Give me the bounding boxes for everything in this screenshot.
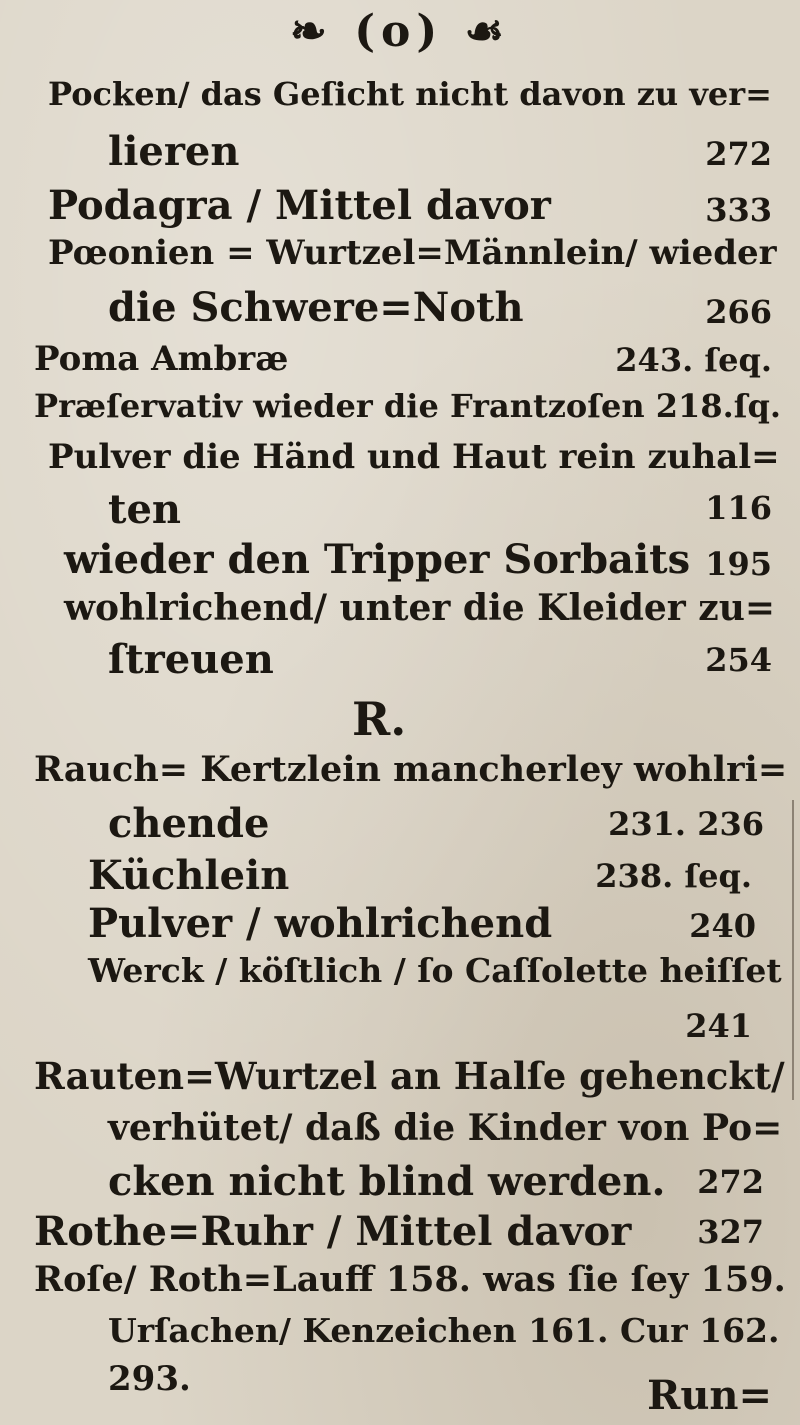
right-ornament: ☙: [464, 6, 510, 57]
entry-rose: Roſe/ Roth=Lauff 158. was ſie ſey 159.: [34, 1259, 786, 1300]
entry-rauten-cont: verhütet/ daß die Kinder von Po=: [108, 1107, 783, 1149]
entry-pulver2: Pulver / wohlrichend: [88, 900, 553, 947]
entry-pulver-page: 116: [705, 489, 772, 527]
entry-wohlrichend: wohlrichend/ unter die Kleider zu=: [64, 587, 776, 629]
entry-poeonien-page: 266: [705, 293, 772, 331]
entry-podagra-page: 333: [705, 191, 772, 229]
entry-rauch-page: 231. 236: [608, 805, 764, 843]
entry-praeservativ: Præſervativ wieder die Frantzoſen 218.ſq.: [34, 387, 781, 425]
catchword: Run=: [647, 1372, 772, 1419]
entry-tripper-page: 195: [705, 545, 772, 583]
entry-kuechlein-page: 238. ſeq.: [595, 857, 752, 895]
entry-pocken: Pocken/ das Geſicht nicht davon zu ver=: [48, 75, 772, 113]
entry-poma: Poma Ambræ: [34, 339, 289, 379]
entry-podagra: Podagra / Mittel davor: [48, 182, 551, 229]
section-letter: R.: [352, 692, 407, 746]
page-edge-shadow: [792, 800, 794, 1100]
entry-rauten-cont2: cken nicht blind werden.: [108, 1158, 666, 1205]
entry-werck-page: 241: [685, 1007, 752, 1045]
entry-rothe: Rothe=Ruhr / Mittel davor: [34, 1208, 632, 1255]
entry-pulver2-page: 240: [689, 907, 756, 945]
page-header: [0, 6, 800, 57]
entry-poeonien-cont: die Schwere=Noth: [108, 284, 524, 331]
entry-rauten: Rauten=Wurtzel an Halſe gehenckt/: [34, 1054, 785, 1098]
entry-rauten-page: 272: [697, 1163, 764, 1201]
entry-wohlrichend-page: 254: [705, 641, 772, 679]
entry-werck: Werck / köſtlich / ſo Caſſolette heiſſet: [88, 951, 782, 990]
entry-wohlrichend-cont: ſtreuen: [108, 636, 274, 683]
left-ornament: ❧: [290, 6, 333, 57]
entry-pulver-cont: ten: [108, 486, 182, 533]
entry-poeonien: Pœonien = Wurtzel=Männlein/ wieder: [48, 233, 777, 273]
page-number-header: (o): [354, 6, 444, 57]
entry-rose-cont: Urſachen/ Kenzeichen 161. Cur 162.: [108, 1311, 780, 1350]
entry-pocken-page: 272: [705, 135, 772, 173]
entry-rauch-cont: chende: [108, 800, 270, 847]
entry-poma-page: 243. ſeq.: [615, 341, 772, 379]
entry-pulver: Pulver die Händ und Haut rein zuhal=: [48, 437, 780, 477]
entry-kuechlein: Küchlein: [88, 852, 290, 899]
entry-tripper: wieder den Tripper Sorbaits: [64, 536, 691, 583]
entry-rothe-page: 327: [697, 1213, 764, 1251]
entry-rose-cont2: 293.: [108, 1359, 191, 1399]
entry-rauch: Rauch= Kertzlein mancherley wohlri=: [34, 749, 788, 790]
entry-pocken-cont: lieren: [108, 128, 240, 175]
